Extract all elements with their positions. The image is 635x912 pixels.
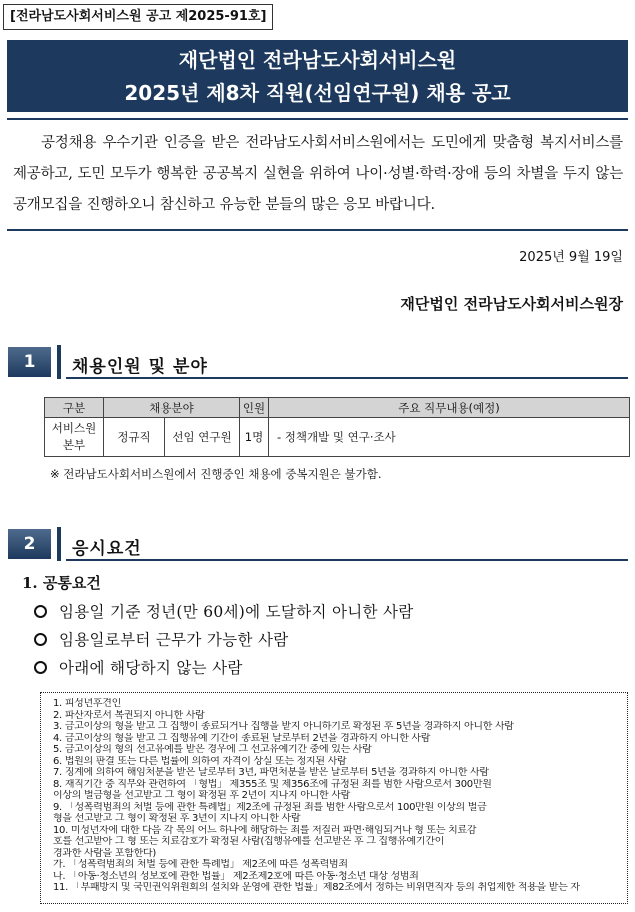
list-item: 7. 징계에 의하여 해임처분을 받은 날로부터 3년, 파면처분을 받은 날로부터 5년을 경과하지 아니한 사람: [53, 767, 489, 778]
list-item: 나. 「아동·청소년의 성보호에 관한 법률」 제2조제2호에 따른 아동·청소년 대상 성범죄: [53, 870, 419, 882]
circle-bullet-icon: [34, 661, 47, 674]
requirement-item: [34, 656, 243, 678]
requirement-text: 임용일 기준 정년(만 60세)에 도달하지 아니한 사람: [59, 603, 414, 621]
cell-field: 선임 연구원: [165, 418, 240, 457]
disqualification-box: [40, 692, 628, 904]
section-2-title: 응시요건: [72, 539, 142, 559]
section-2-bar: [57, 527, 61, 561]
disqualification-list: [41, 693, 627, 894]
list-item: 9. 「성폭력범죄의 처벌 등에 관한 특례법」제2조에 규정된 죄를 범한 사람으로서 100만원 이상의 벌금: [53, 801, 487, 813]
banner-notice-title: 2025년 제8차 직원(선임연구원) 채용 공고: [124, 81, 511, 105]
header-duty: 주요 직무내용(예정): [269, 398, 630, 418]
cell-count: 1명: [240, 418, 269, 457]
banner-org-title: 재단법인 전라남도사회서비스원: [178, 48, 457, 72]
section-1-underline: [66, 377, 628, 379]
section-1-number: 1: [8, 347, 51, 377]
section-1-title: 채용인원 및 분야: [72, 357, 208, 377]
header-field: 채용분야: [104, 398, 240, 418]
list-item: 1. 피성년후견인: [53, 698, 121, 709]
list-item: 가. 「성폭력범죄의 처벌 등에 관한 특례법」 제2조에 따른 성폭력범죄: [53, 859, 348, 870]
header-division: 구분: [45, 398, 104, 418]
list-item: 형을 선고받고 그 형이 확정된 후 3년이 지나지 아니한 사람: [53, 813, 301, 824]
requirement-item: [34, 600, 414, 622]
list-item: 10. 미성년자에 대한 다음 각 목의 어느 하나에 해당하는 죄를 저질러 파면·해임되거나 형 또는 치료감: [53, 824, 477, 836]
list-item: 5. 금고이상의 형의 선고유예를 받은 경우에 그 선고유예기간 중에 있는 사람: [53, 744, 372, 755]
list-item: 8. 재직기간 중 직무와 관련하여 「형법」 제355조 및 제356조에 규정된 죄를 범한 사람으로서 300만원: [53, 778, 492, 790]
requirement-text: 아래에 해당하지 않는 사람: [59, 659, 243, 677]
list-item: 11. 「부패방지 및 국민권익위원회의 설치와 운영에 관한 법률」제82조에서 정하는 비위면직자 등의 취업제한 적용을 받는 자: [53, 882, 580, 893]
list-item: 3. 금고이상의 형을 받고 그 집행이 종료되거나 집행을 받지 아니하기로 확정된 후 5년을 경과하지 아니한 사람: [53, 721, 514, 732]
section-1-bar: [57, 345, 61, 379]
intro-paragraph: 공정채용 우수기관 인증을 받은 전라남도사회서비스원에서는 도민에게 맞춤형 복지서비스를 제공하고, 도민 모두가 행복한 공공복지 실현을 위하여 나이·성별·학력·장애 등의 차별을 두지 않는 공개모집을 진행하오니 참신하고 유능한 분들의 많은 응모 바랍니다.: [13, 135, 623, 213]
list-item: 2. 파산자로서 복권되지 아니한 사람: [53, 709, 205, 721]
recruitment-table: [44, 397, 630, 457]
notice-date: 2025년 9월 19일: [519, 250, 623, 265]
list-item: 이상의 벌금형을 선고받고 그 형이 확정된 후 2년이 지나지 아니한 사람: [53, 790, 350, 801]
common-requirements-heading: 1. 공통요건: [22, 574, 101, 592]
list-item: 호를 선고받아 그 형 또는 치료감호가 확정된 사람(집행유예를 선고받은 후 그 집행유예기간이: [53, 836, 444, 847]
cell-duty: - 정책개발 및 연구·조사: [269, 418, 630, 457]
list-item: 경과한 사람을 포함한다): [53, 847, 156, 859]
requirement-item: [34, 628, 289, 650]
circle-bullet-icon: [34, 605, 47, 618]
list-item: 6. 법원의 판결 또는 다른 법률에 의하여 자격이 상실 또는 정지된 사람: [53, 755, 347, 767]
header-count: 인원: [240, 398, 269, 418]
cell-employment-type: 정규직: [104, 418, 165, 457]
cell-division: 서비스원 본부: [45, 418, 104, 457]
title-banner: [7, 40, 628, 112]
table-header-row: [45, 398, 630, 418]
section-2-underline: [66, 559, 628, 561]
section-2-number: 2: [8, 529, 51, 559]
notice-number: [전라남도사회서비스원 공고 제2025-91호]: [3, 4, 273, 30]
list-item: 4. 금고이상의 형을 받고 그 집행유예 기간이 종료된 날로부터 2년을 경과하지 아니한 사람: [53, 732, 431, 744]
issuing-organization: 재단법인 전라남도사회서비스원장: [400, 295, 623, 313]
table-row: [45, 418, 630, 457]
circle-bullet-icon: [34, 633, 47, 646]
requirement-text: 임용일로부터 근무가 가능한 사람: [59, 631, 289, 649]
duplicate-application-note: ※ 전라남도사회서비스원에서 진행중인 채용에 중복지원은 불가함.: [50, 467, 382, 481]
